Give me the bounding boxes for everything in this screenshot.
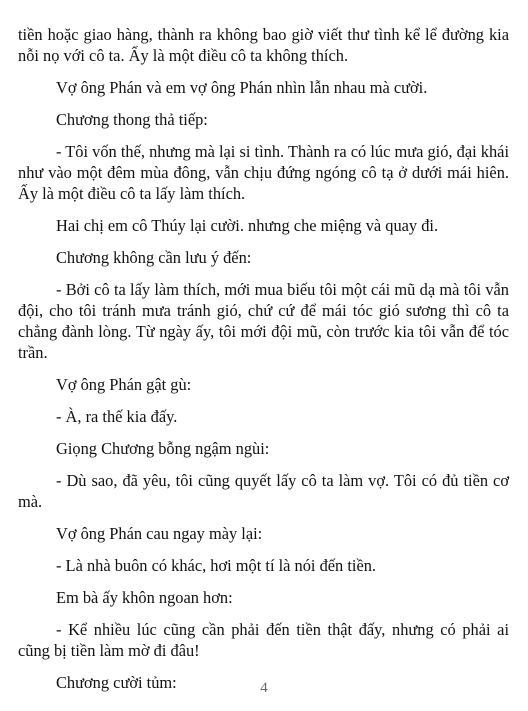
paragraph-continuation: tiền hoặc giao hàng, thành ra không bao giờ viết thư tình kể lể đường kia nỗi nọ với cô ta. Ấy là một điều cô ta không thích. xyxy=(18,25,509,65)
paragraph: Em bà ấy khôn ngoan hơn: xyxy=(56,588,233,607)
paragraph: Chương cười tủm: xyxy=(56,673,177,692)
dialogue-paragraph: - Là nhà buôn có khác, hơi một tí là nói đến tiền. xyxy=(56,556,377,575)
paragraph: Vợ ông Phán và em vợ ông Phán nhìn lẫn nhau mà cười. xyxy=(56,78,428,97)
page-number: 4 xyxy=(260,680,268,696)
dialogue-paragraph: - Kể nhiều lúc cũng cần phải đến tiền thật đấy, nhưng có phải ai cũng bị tiền làm mờ đi đâu! xyxy=(18,620,509,660)
paragraph: Hai chị em cô Thúy lại cười. nhưng che miệng và quay đi. xyxy=(56,216,439,235)
paragraph: Chương thong thả tiếp: xyxy=(56,110,208,129)
paragraph: Giọng Chương bỗng ngậm ngùi: xyxy=(56,439,270,458)
paragraph: Vợ ông Phán cau ngay mày lại: xyxy=(56,524,263,543)
paragraph: Vợ ông Phán gật gù: xyxy=(56,375,192,394)
page-body xyxy=(18,24,509,704)
dialogue-paragraph: - Tôi vốn thế, nhưng mà lại si tình. Thành ra có lúc mưa gió, đại khái như vào một đêm mùa đông, vẫn chịu đứng ngóng cô tạ ở dưới mái hiên. Ấy là một điều cô ta lấy làm thích. xyxy=(18,142,509,203)
dialogue-paragraph: - À, ra thế kia đấy. xyxy=(56,407,178,426)
dialogue-paragraph: - Bởi cô ta lấy làm thích, mới mua biếu tôi một cái mũ dạ mà tôi vẫn đội, cho tôi tránh mưa tránh gió, chứ cứ để mái tóc gió sương thì cô ta chẳng đành lòng. Từ ngày ấy, tôi mới đội mũ, còn trước kia tôi vẫn để tóc trần. xyxy=(18,280,509,362)
dialogue-paragraph: - Dù sao, đã yêu, tôi cũng quyết lấy cô ta làm vợ. Tôi có đủ tiền cơ mà. xyxy=(18,471,509,511)
paragraph: Chương không cần lưu ý đến: xyxy=(56,248,252,267)
